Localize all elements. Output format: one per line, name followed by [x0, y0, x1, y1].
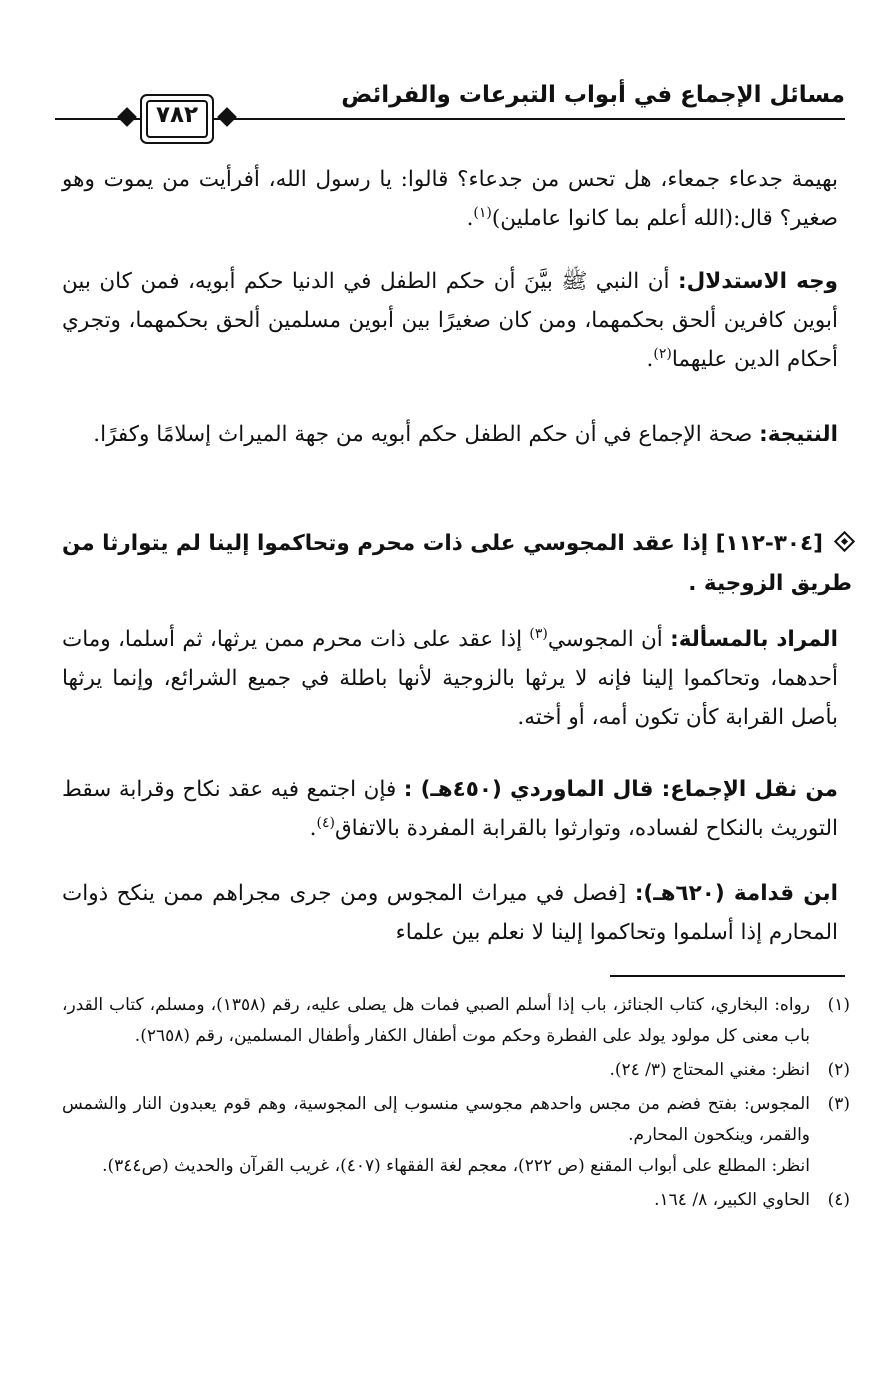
issue-number: [٣٠٤-١١٢]	[715, 531, 823, 556]
footnotes	[62, 990, 850, 1219]
footnote-number: (١)	[827, 995, 850, 1015]
footnote-ref: (١)	[473, 204, 492, 221]
paragraph-hadith: بهيمة جدعاء جمعاء، هل تحس من جدعاء؟ قالوا: يا رسول الله، أفرأيت من يموت وهو صغير؟ قال:(الله أعلم بما كانوا عاملين)$^{(١)}$.	[62, 167, 838, 231]
paragraph-evidence: وجه الاستدلال: أن النبي ﷺ بيَّنَ أن حكم الطفل في الدنيا حكم أبويه، فمن كان بين أبوين كافرين ألحق بحكمهما، ومن كان صغيرًا بين أبوين مسلمين ألحق بحكمهما، وتجري أحكام الدين عليهما$^{(٢)}$.	[62, 269, 838, 372]
footnote	[62, 990, 850, 1052]
paragraph-meaning	[62, 620, 838, 737]
footnote-text: المجوس: بفتح فضم من مجس واحدهم مجوسي منسوب إلى المجوسية، وهم قوم يعبدون النار والشمس والقمر، وينكحون المحارم.	[62, 1094, 810, 1145]
meaning-text-b: إذا عقد على ذات محرم ممن يرثها، ثم أسلما، ومات أحدهما، وتحاكموا إلينا فإنه لا يرثها بالزوجية لأنها باطلة في جميع الشرائع، وإنما يرثها بأصل القرابة كأن تكون أمه، أو أخته.	[62, 627, 838, 730]
footnote-number: (٣)	[827, 1094, 850, 1114]
consensus-lead: من نقل الإجماع: قال الماوردي (٤٥٠هـ) :	[403, 777, 838, 802]
consensus-text: فإن اجتمع فيه عقد نكاح وقرابة سقط التوريث بالنكاح لفساده، وتوارثوا بالقرابة المفردة بالاتفاق	[62, 777, 838, 841]
footnote-text: انظر: المطلع على أبواب المقنع (ص ٢٢٢)، معجم لغة الفقهاء (٤٠٧)، غريب القرآن والحديث (ص٣٤٤).	[102, 1156, 810, 1176]
page-number: ٧٨٢	[155, 102, 199, 128]
footnote-ref: (٢)	[653, 345, 672, 362]
footnote-number: (٢)	[827, 1060, 850, 1080]
paragraph-ibn-qudama	[62, 874, 838, 952]
result-lead: النتيجة:	[759, 422, 838, 447]
hadith-text: بهيمة جدعاء جمعاء، هل تحس من جدعاء؟ قالوا: يا رسول الله، أفرأيت من يموت وهو صغير؟ قال:(الله أعلم بما كانوا عاملين)	[62, 167, 838, 231]
footnote-text: انظر: مغني المحتاج (٣/ ٢٤).	[609, 1060, 810, 1080]
running-title: مسائل الإجماع في أبواب التبرعات والفرائض	[341, 82, 845, 108]
meaning-text-a: أن المجوسي	[547, 627, 663, 652]
footnote-separator	[610, 975, 845, 977]
result-text: صحة الإجماع في أن حكم الطفل حكم أبويه من جهة الميراث إسلامًا وكفرًا.	[93, 422, 753, 447]
page-number-frame	[140, 94, 214, 144]
page-number-ornament	[90, 94, 240, 144]
diamond-bullet-icon	[834, 530, 855, 551]
footnote-text: رواه: البخاري، كتاب الجنائز، باب إذا أسلم الصبي فمات هل يصلى عليه، رقم (١٣٥٨)، ومسلم، كتاب القدر، باب معنى كل مولود يولد على الفطرة وحكم موت أطفال الكفار وأطفال المسلمين، رقم (٢٦٥٨).	[62, 995, 810, 1046]
footnote-ref: (٣)	[529, 625, 548, 642]
footnote-text: الحاوي الكبير، ٨/ ١٦٤.	[654, 1190, 810, 1210]
footnote	[62, 1185, 850, 1216]
footnote	[62, 1055, 850, 1086]
issue-heading	[62, 524, 852, 604]
diamond-ornament-icon	[117, 107, 137, 127]
diamond-ornament-icon	[217, 107, 237, 127]
evidence-text: أن النبي ﷺ بيَّنَ أن حكم الطفل في الدنيا حكم أبويه، فمن كان بين أبوين كافرين ألحق بحكمهما، ومن كان صغيرًا بين أبوين مسلمين ألحق بحكمهما، وتجري أحكام الدين عليهما	[62, 269, 838, 372]
footnote-ref: (٤)	[316, 814, 335, 831]
issue-text: إذا عقد المجوسي على ذات محرم وتحاكموا إلينا لم يتوارثا من طريق الزوجية .	[62, 531, 852, 596]
meaning-lead: المراد بالمسألة:	[670, 627, 838, 652]
ibn-qudama-text: [فصل في ميراث المجوس ومن جرى مجراهم ممن ينكح ذوات المحارم إذا أسلموا وتحاكموا إلينا لا نعلم بين علماء	[62, 881, 838, 945]
page-header	[55, 78, 845, 138]
footnote-number: (٤)	[827, 1190, 850, 1210]
ibn-qudama-lead: ابن قدامة (٦٢٠هـ):	[634, 881, 838, 906]
footnote	[62, 1089, 850, 1182]
evidence-lead: وجه الاستدلال:	[677, 269, 838, 294]
paragraph-consensus: من نقل الإجماع: قال الماوردي (٤٥٠هـ) : فإن اجتمع فيه عقد نكاح وقرابة سقط التوريث بالنكاح لفساده، وتوارثوا بالقرابة المفردة بالاتفاق$^{(٤)}$.	[62, 777, 838, 841]
paragraph-result	[62, 415, 838, 454]
